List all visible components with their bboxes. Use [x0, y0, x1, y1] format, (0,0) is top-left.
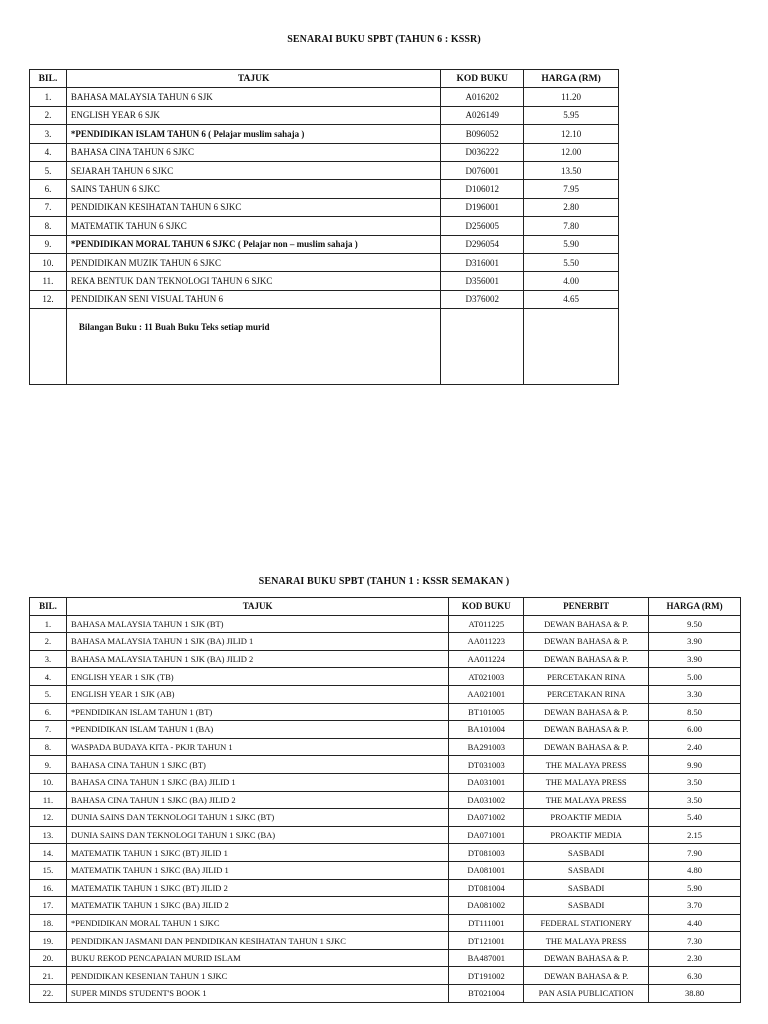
cell-penerbit: DEWAN BAHASA & P. [524, 738, 649, 756]
cell-bil: 9. [30, 235, 67, 253]
cell-kod-buku: D316001 [441, 253, 524, 271]
cell-kod-buku: DA031001 [449, 773, 524, 791]
table-row [30, 703, 741, 721]
cell-kod-buku: DA071002 [449, 809, 524, 827]
cell-tajuk: SAINS TAHUN 6 SJKC [66, 180, 440, 198]
cell-tajuk: PENDIDIKAN MUZIK TAHUN 6 SJKC [66, 253, 440, 271]
book-list-table-tahun-1 [29, 597, 741, 1003]
cell-tajuk: *PENDIDIKAN MORAL TAHUN 6 SJKC ( Pelajar non – muslim sahaja ) [66, 235, 440, 253]
cell-penerbit: THE MALAYA PRESS [524, 773, 649, 791]
cell-harga: 3.50 [649, 773, 741, 791]
cell-kod-buku: DT191002 [449, 967, 524, 985]
cell-harga: 5.95 [524, 106, 619, 124]
cell-harga: 5.50 [524, 253, 619, 271]
cell-penerbit: FEDERAL STATIONERY [524, 914, 649, 932]
cell-bil: 8. [30, 738, 67, 756]
book-count-note: Bilangan Buku : 11 Buah Buku Teks setiap murid [66, 309, 440, 385]
cell-tajuk: BAHASA CINA TAHUN 1 SJKC (BA) JILID 2 [66, 791, 448, 809]
cell-harga: 3.90 [649, 650, 741, 668]
cell-bil: 4. [30, 143, 67, 161]
cell-harga: 9.50 [649, 615, 741, 633]
cell-bil: 12. [30, 290, 67, 308]
cell-kod-buku: BA291003 [449, 738, 524, 756]
cell-bil: 18. [30, 914, 67, 932]
cell-bil: 20. [30, 949, 67, 967]
cell-tajuk: *PENDIDIKAN ISLAM TAHUN 1 (BA) [66, 721, 448, 739]
cell-bil: 16. [30, 879, 67, 897]
table-row [30, 180, 619, 198]
cell-harga: 2.15 [649, 826, 741, 844]
cell-harga: 3.50 [649, 791, 741, 809]
cell-harga: 3.30 [649, 685, 741, 703]
cell-kod-buku: BA101004 [449, 721, 524, 739]
cell-kod-buku: AA011223 [449, 633, 524, 651]
header-kod-buku: KOD BUKU [449, 598, 524, 616]
cell-tajuk: REKA BENTUK DAN TEKNOLOGI TAHUN 6 SJKC [66, 272, 440, 290]
cell-tajuk: MATEMATIK TAHUN 1 SJKC (BA) JILID 1 [66, 861, 448, 879]
table-header-row [30, 598, 741, 616]
header-harga: HARGA (RM) [524, 70, 619, 88]
cell-tajuk: BAHASA MALAYSIA TAHUN 1 SJK (BA) JILID 1 [66, 633, 448, 651]
cell-harga: 8.50 [649, 703, 741, 721]
cell-tajuk: MATEMATIK TAHUN 1 SJKC (BA) JILID 2 [66, 897, 448, 915]
table-row [30, 272, 619, 290]
cell-kod-buku: BT021004 [449, 985, 524, 1003]
cell-tajuk: PENDIDIKAN JASMANI DAN PENDIDIKAN KESIHATAN TAHUN 1 SJKC [66, 932, 448, 950]
table-row [30, 650, 741, 668]
cell-harga: 5.40 [649, 809, 741, 827]
empty-cell [524, 309, 619, 385]
cell-bil: 3. [30, 125, 67, 143]
table-header-row [30, 70, 619, 88]
cell-tajuk: MATEMATIK TAHUN 1 SJKC (BT) JILID 1 [66, 844, 448, 862]
cell-tajuk: PENDIDIKAN SENI VISUAL TAHUN 6 [66, 290, 440, 308]
cell-bil: 14. [30, 844, 67, 862]
cell-tajuk: BAHASA MALAYSIA TAHUN 1 SJK (BT) [66, 615, 448, 633]
cell-bil: 21. [30, 967, 67, 985]
cell-kod-buku: AT011225 [449, 615, 524, 633]
cell-harga: 9.90 [649, 756, 741, 774]
cell-bil: 22. [30, 985, 67, 1003]
cell-kod-buku: AT021003 [449, 668, 524, 686]
cell-harga: 6.00 [649, 721, 741, 739]
cell-bil: 17. [30, 897, 67, 915]
cell-kod-buku: AA021001 [449, 685, 524, 703]
cell-harga: 5.00 [649, 668, 741, 686]
cell-penerbit: DEWAN BAHASA & P. [524, 721, 649, 739]
table2-title: SENARAI BUKU SPBT (TAHUN 1 : KSSR SEMAKAN ) [258, 576, 510, 587]
table-row [30, 685, 741, 703]
table-row [30, 791, 741, 809]
table1-title: SENARAI BUKU SPBT (TAHUN 6 : KSSR) [287, 34, 481, 45]
cell-kod-buku: D256005 [441, 217, 524, 235]
cell-penerbit: PERCETAKAN RINA [524, 668, 649, 686]
table-row [30, 897, 741, 915]
cell-bil: 1. [30, 615, 67, 633]
cell-tajuk: BAHASA CINA TAHUN 1 SJKC (BT) [66, 756, 448, 774]
header-penerbit: PENERBIT [524, 598, 649, 616]
cell-kod-buku: BA487001 [449, 949, 524, 967]
cell-kod-buku: D076001 [441, 161, 524, 179]
cell-harga: 5.90 [649, 879, 741, 897]
cell-penerbit: PROAKTIF MEDIA [524, 809, 649, 827]
table-row [30, 125, 619, 143]
cell-harga: 3.90 [649, 633, 741, 651]
cell-bil: 1. [30, 88, 67, 106]
book-list-table-tahun-6 [29, 69, 619, 385]
table-row [30, 738, 741, 756]
cell-kod-buku: BT101005 [449, 703, 524, 721]
cell-harga: 11.20 [524, 88, 619, 106]
table-row [30, 143, 619, 161]
cell-bil: 2. [30, 633, 67, 651]
table-row [30, 773, 741, 791]
cell-tajuk: PENDIDIKAN KESIHATAN TAHUN 6 SJKC [66, 198, 440, 216]
cell-bil: 7. [30, 721, 67, 739]
cell-bil: 7. [30, 198, 67, 216]
cell-bil: 4. [30, 668, 67, 686]
cell-tajuk: BUKU REKOD PENCAPAIAN MURID ISLAM [66, 949, 448, 967]
cell-bil: 10. [30, 773, 67, 791]
table-row [30, 826, 741, 844]
cell-tajuk: BAHASA MALAYSIA TAHUN 6 SJK [66, 88, 440, 106]
cell-penerbit: SASBADI [524, 844, 649, 862]
header-tajuk: TAJUK [66, 598, 448, 616]
cell-kod-buku: D036222 [441, 143, 524, 161]
table-row [30, 967, 741, 985]
table-row [30, 721, 741, 739]
cell-penerbit: THE MALAYA PRESS [524, 932, 649, 950]
cell-kod-buku: AA011224 [449, 650, 524, 668]
cell-kod-buku: DT031003 [449, 756, 524, 774]
cell-tajuk: *PENDIDIKAN ISLAM TAHUN 6 ( Pelajar muslim sahaja ) [66, 125, 440, 143]
cell-tajuk: MATEMATIK TAHUN 6 SJKC [66, 217, 440, 235]
book-count-note-row [30, 309, 619, 385]
table-row [30, 235, 619, 253]
cell-penerbit: DEWAN BAHASA & P. [524, 949, 649, 967]
cell-harga: 6.30 [649, 967, 741, 985]
cell-harga: 5.90 [524, 235, 619, 253]
cell-penerbit: THE MALAYA PRESS [524, 756, 649, 774]
cell-harga: 2.80 [524, 198, 619, 216]
table-row [30, 932, 741, 950]
cell-bil: 12. [30, 809, 67, 827]
cell-penerbit: SASBADI [524, 879, 649, 897]
cell-tajuk: *PENDIDIKAN ISLAM TAHUN 1 (BT) [66, 703, 448, 721]
table-row [30, 161, 619, 179]
cell-penerbit: DEWAN BAHASA & P. [524, 633, 649, 651]
cell-tajuk: BAHASA CINA TAHUN 1 SJKC (BA) JILID 1 [66, 773, 448, 791]
cell-tajuk: SUPER MINDS STUDENT'S BOOK 1 [66, 985, 448, 1003]
header-tajuk: TAJUK [66, 70, 440, 88]
cell-harga: 3.70 [649, 897, 741, 915]
cell-bil: 9. [30, 756, 67, 774]
cell-tajuk: MATEMATIK TAHUN 1 SJKC (BT) JILID 2 [66, 879, 448, 897]
cell-harga: 4.65 [524, 290, 619, 308]
cell-harga: 4.40 [649, 914, 741, 932]
cell-tajuk: *PENDIDIKAN MORAL TAHUN 1 SJKC [66, 914, 448, 932]
table-row [30, 633, 741, 651]
cell-kod-buku: DT111001 [449, 914, 524, 932]
cell-bil: 8. [30, 217, 67, 235]
cell-kod-buku: B096052 [441, 125, 524, 143]
table-row [30, 615, 741, 633]
cell-harga: 12.10 [524, 125, 619, 143]
cell-kod-buku: D196001 [441, 198, 524, 216]
cell-tajuk: PENDIDIKAN KESENIAN TAHUN 1 SJKC [66, 967, 448, 985]
table-row [30, 985, 741, 1003]
cell-kod-buku: DT121001 [449, 932, 524, 950]
cell-bil: 6. [30, 703, 67, 721]
cell-harga: 7.80 [524, 217, 619, 235]
header-kod-buku: KOD BUKU [441, 70, 524, 88]
cell-bil: 3. [30, 650, 67, 668]
cell-kod-buku: DT081003 [449, 844, 524, 862]
cell-harga: 12.00 [524, 143, 619, 161]
cell-penerbit: PAN ASIA PUBLICATION [524, 985, 649, 1003]
cell-kod-buku: A026149 [441, 106, 524, 124]
cell-kod-buku: DA031002 [449, 791, 524, 809]
cell-penerbit: SASBADI [524, 897, 649, 915]
header-bil: BIL. [30, 598, 67, 616]
cell-harga: 7.95 [524, 180, 619, 198]
cell-bil: 11. [30, 272, 67, 290]
table-row [30, 106, 619, 124]
table-row [30, 844, 741, 862]
cell-harga: 4.80 [649, 861, 741, 879]
cell-kod-buku: A016202 [441, 88, 524, 106]
empty-cell [441, 309, 524, 385]
cell-kod-buku: D356001 [441, 272, 524, 290]
table-row [30, 217, 619, 235]
cell-tajuk: BAHASA MALAYSIA TAHUN 1 SJK (BA) JILID 2 [66, 650, 448, 668]
cell-bil: 5. [30, 685, 67, 703]
cell-bil: 15. [30, 861, 67, 879]
cell-penerbit: PERCETAKAN RINA [524, 685, 649, 703]
cell-kod-buku: DA081002 [449, 897, 524, 915]
cell-tajuk: DUNIA SAINS DAN TEKNOLOGI TAHUN 1 SJKC (BT) [66, 809, 448, 827]
table-row [30, 809, 741, 827]
table-row [30, 879, 741, 897]
cell-bil: 5. [30, 161, 67, 179]
cell-kod-buku: D106012 [441, 180, 524, 198]
table-row [30, 290, 619, 308]
cell-tajuk: ENGLISH YEAR 1 SJK (TB) [66, 668, 448, 686]
cell-bil: 13. [30, 826, 67, 844]
table-row [30, 668, 741, 686]
cell-harga: 7.90 [649, 844, 741, 862]
cell-tajuk: WASPADA BUDAYA KITA - PKJR TAHUN 1 [66, 738, 448, 756]
cell-harga: 2.30 [649, 949, 741, 967]
cell-kod-buku: D296054 [441, 235, 524, 253]
cell-harga: 4.00 [524, 272, 619, 290]
cell-penerbit: THE MALAYA PRESS [524, 791, 649, 809]
cell-harga: 38.80 [649, 985, 741, 1003]
table-row [30, 756, 741, 774]
cell-tajuk: BAHASA CINA TAHUN 6 SJKC [66, 143, 440, 161]
cell-penerbit: DEWAN BAHASA & P. [524, 615, 649, 633]
cell-bil: 11. [30, 791, 67, 809]
cell-tajuk: SEJARAH TAHUN 6 SJKC [66, 161, 440, 179]
cell-kod-buku: DA081001 [449, 861, 524, 879]
cell-harga: 2.40 [649, 738, 741, 756]
cell-bil: 19. [30, 932, 67, 950]
cell-penerbit: DEWAN BAHASA & P. [524, 967, 649, 985]
cell-bil: 6. [30, 180, 67, 198]
cell-harga: 13.50 [524, 161, 619, 179]
empty-cell [30, 309, 67, 385]
table-row [30, 949, 741, 967]
cell-penerbit: PROAKTIF MEDIA [524, 826, 649, 844]
header-bil: BIL. [30, 70, 67, 88]
cell-harga: 7.30 [649, 932, 741, 950]
table-row [30, 253, 619, 271]
cell-bil: 2. [30, 106, 67, 124]
table-row [30, 88, 619, 106]
cell-kod-buku: DT081004 [449, 879, 524, 897]
table-row [30, 198, 619, 216]
cell-tajuk: ENGLISH YEAR 6 SJK [66, 106, 440, 124]
header-harga: HARGA (RM) [649, 598, 741, 616]
cell-penerbit: DEWAN BAHASA & P. [524, 650, 649, 668]
table-row [30, 914, 741, 932]
cell-tajuk: ENGLISH YEAR 1 SJK (AB) [66, 685, 448, 703]
cell-bil: 10. [30, 253, 67, 271]
cell-penerbit: DEWAN BAHASA & P. [524, 703, 649, 721]
cell-kod-buku: DA071001 [449, 826, 524, 844]
cell-kod-buku: D376002 [441, 290, 524, 308]
table-row [30, 861, 741, 879]
cell-tajuk: DUNIA SAINS DAN TEKNOLOGI TAHUN 1 SJKC (BA) [66, 826, 448, 844]
cell-penerbit: SASBADI [524, 861, 649, 879]
